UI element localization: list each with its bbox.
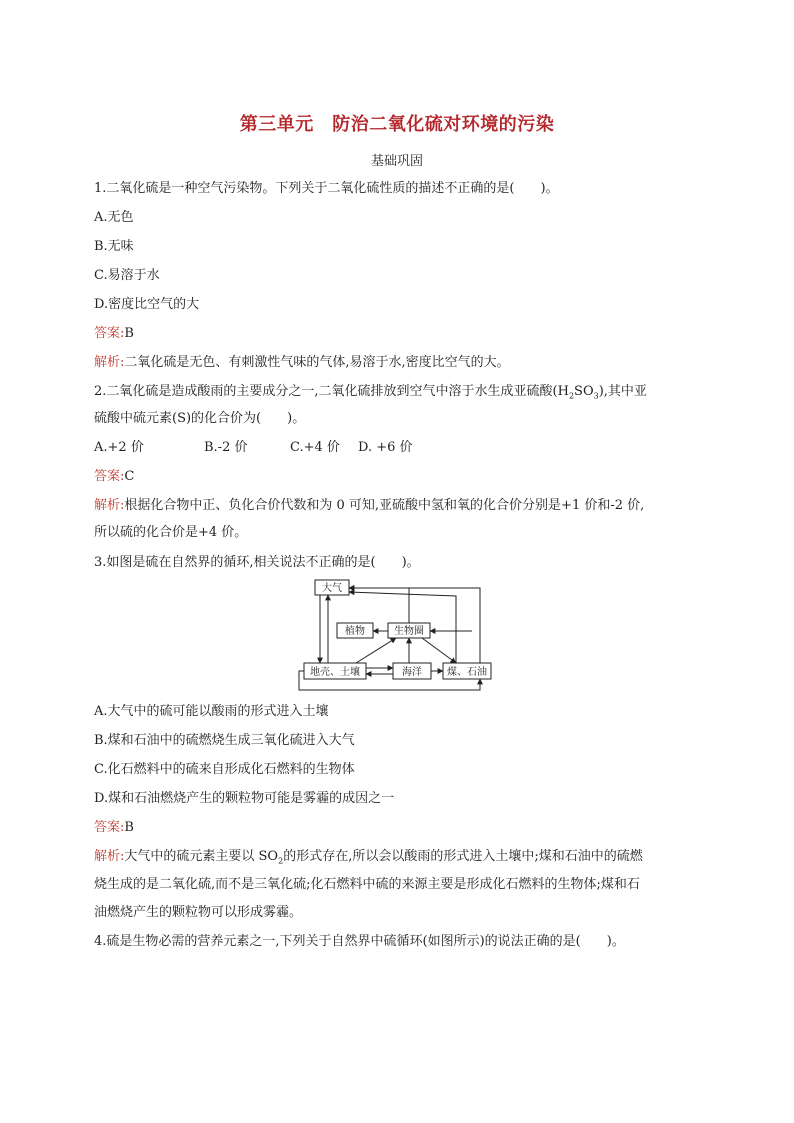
q2-answer xyxy=(94,468,714,486)
q2-analysis-line-2: 所以硫的化合价是+4 价。 xyxy=(94,525,248,540)
atmosphere-label: 大气 xyxy=(322,583,342,594)
q1-option-a: A.无色 xyxy=(94,210,134,225)
crust-label: 地壳、土壤 xyxy=(310,667,360,678)
q3-option-a: A.大气中的硫可能以酸雨的形式进入土壤 xyxy=(94,704,329,719)
q2-stem-part: 2.二氧化硫是造成酸雨的主要成分之一,二氧化硫排放到空气中溶于水生成亚硫酸(H xyxy=(94,384,569,399)
q1-option-b: B.无味 xyxy=(94,239,134,254)
q3-option-d: D.煤和石油燃烧产生的颗粒物可能是雾霾的成因之一 xyxy=(94,791,395,806)
q3-option-c: C.化石燃料中的硫来自形成化石燃料的生物体 xyxy=(94,762,355,777)
analysis-label: 解析: xyxy=(94,498,125,513)
q1-answer xyxy=(94,325,714,343)
q3-analysis-line-2: 烧生成的是二氧化硫,而不是三氧化硫;化石燃料中硫的来源主要是形成化石燃料的生物体;煤和石 xyxy=(94,877,640,892)
q2-stem-line-1: 2.二氧化硫是造成酸雨的主要成分之一,二氧化硫排放到空气中溶于水生成亚硫酸$(H_2SO_3)$,其中亚 xyxy=(94,384,647,401)
q2-stem-line-2: 硫酸中硫元素(S)的化合价为( )。 xyxy=(94,411,306,426)
q2-option-a: A.+2 价 xyxy=(94,440,144,455)
q2-option-c: C.+4 价 xyxy=(290,440,340,455)
q3-answer xyxy=(94,819,714,837)
q4-stem: 4.硫是生物必需的营养元素之一,下列关于自然界中硫循环(如图所示)的说法正确的是( )。 xyxy=(94,934,625,949)
analysis-label: 解析: xyxy=(94,849,125,864)
analysis-text: 大气中的硫元素主要以 SO xyxy=(124,849,279,864)
coal-oil-label: 煤、石油 xyxy=(447,667,487,678)
q2-analysis-line-1 xyxy=(94,497,714,515)
q3-analysis-line-1: 解析:大气中的硫元素主要以 $SO_2$的形式存在,所以会以酸雨的形式进入土壤中;煤和石油中的硫燃 xyxy=(94,849,643,866)
q3-option-b: B.煤和石油中的硫燃烧生成三氧化硫进入大气 xyxy=(94,733,355,748)
q1-option-d: D.密度比空气的大 xyxy=(94,297,200,312)
q2-option-b: B.-2 价 xyxy=(204,440,248,455)
answer-label: 答案: xyxy=(94,820,125,835)
biosphere-label: 生物圈 xyxy=(394,626,424,637)
answer-label: 答案: xyxy=(94,326,125,341)
analysis-text: 根据化合物中正、负化合价代数和为 0 可知,亚硫酸中氢和氧的化合价分别是+1 价和-2 价, xyxy=(124,498,645,513)
sulfur-cycle-diagram xyxy=(296,576,496,694)
q2-stem-part: ),其中亚 xyxy=(598,384,647,399)
plants-label: 植物 xyxy=(345,626,365,637)
analysis-label: 解析: xyxy=(94,355,125,370)
section-heading: 基础巩固 xyxy=(370,154,423,169)
q2-stem-part: SO xyxy=(574,384,594,399)
page-title: 第三单元 防治二氧化硫对环境的污染 xyxy=(239,114,555,135)
q3-stem: 3.如图是硫在自然界的循环,相关说法不正确的是( )。 xyxy=(94,555,420,570)
q1-analysis xyxy=(94,354,714,372)
q2-option-d: D. +6 价 xyxy=(358,440,413,455)
answer-label: 答案: xyxy=(94,469,125,484)
answer-value: B xyxy=(124,326,134,341)
answer-value: C xyxy=(124,469,135,484)
answer-value: B xyxy=(124,820,134,835)
q1-stem: 1.二氧化硫是一种空气污染物。下列关于二氧化硫性质的描述不正确的是( )。 xyxy=(94,181,559,196)
q3-analysis-line-3: 油燃烧产生的颗粒物可以形成雾霾。 xyxy=(94,905,303,920)
ocean-label: 海洋 xyxy=(402,667,422,678)
analysis-text: 的形式存在,所以会以酸雨的形式进入土壤中;煤和石油中的硫燃 xyxy=(283,849,643,864)
q1-option-c: C.易溶于水 xyxy=(94,268,160,283)
analysis-text: 二氧化硫是无色、有刺激性气味的气体,易溶于水,密度比空气的大。 xyxy=(124,355,510,370)
